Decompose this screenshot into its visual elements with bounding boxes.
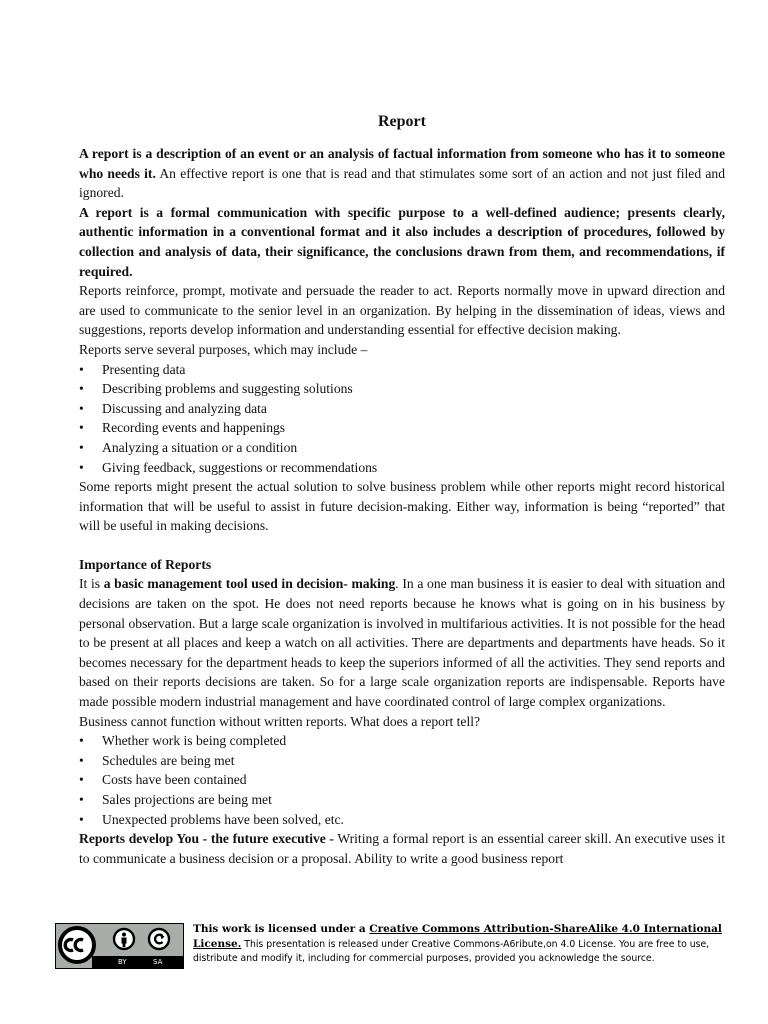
purposes-list bbox=[79, 360, 725, 478]
license-footer bbox=[55, 920, 735, 966]
bullet-icon: • bbox=[79, 420, 84, 436]
list-item: • Giving feedback, suggestions or recommendations bbox=[79, 458, 725, 478]
bullet-icon: • bbox=[79, 400, 84, 416]
decision-making-paragraph: Some reports might present the actual solution to solve business problem while other reports might record historical information that will be useful to assist in future decision-making. Either way, information is being “reported” that will be useful in making decisions. bbox=[79, 479, 725, 534]
definition-2-bold: A report is a formal communication with specific purpose to a well-defined audience; presents clearly, authentic information in a conventional format and it also includes a description of procedures, followed by collection and analysis of data, their significance, the conclusions drawn from them, and recommendations, if required. bbox=[79, 204, 725, 279]
definition-paragraph-2 bbox=[79, 203, 725, 281]
list-item: • Describing problems and suggesting solutions bbox=[79, 379, 725, 399]
document-body bbox=[79, 112, 725, 868]
reports-purpose-paragraph: Reports reinforce, prompt, motivate and persuade the reader to act. Reports normally move in upward direction and are used to communicate to the senior level in an organization. By helping in the dissemination of ideas, views and suggestions, reports develop information and understanding essential for effective decision making. bbox=[79, 283, 725, 338]
importance-paragraph: It is a basic management tool used in decision- making. In a one man business it is easier to deal with situation and decisions are taken on the spot. He does not need reports because he knows what is going on in his business by personal observation. But a large scale organization is involved in multifarious activities. It is not possible for the head to be present at all places and keep a watch on all activities. There are departments and departments have heads. So it becomes necessary for the department heads to keep the superiors informed of all the activities. They send reports and based on their reports decisions are taken. So for a large scale organization reports are indispensable. Reports have made possible modern industrial management and have coordinated control of large complex organizations. bbox=[79, 576, 726, 710]
cc-by-sa-badge[interactable] bbox=[55, 923, 184, 969]
bullet-icon: • bbox=[79, 361, 84, 377]
bullet-icon: • bbox=[79, 439, 84, 455]
license-lead: This work is licensed under a bbox=[193, 923, 370, 935]
badge-sa-label: SA bbox=[153, 958, 163, 966]
importance-bold: a basic management tool used in decision- making bbox=[103, 576, 396, 592]
report-tell-question: Business cannot function without written reports. What does a report tell? bbox=[79, 713, 481, 729]
page-title: Report bbox=[378, 113, 426, 130]
definition-paragraph-1 bbox=[79, 144, 725, 203]
cc-badge-labels bbox=[92, 956, 183, 968]
list-item: • Whether work is being completed bbox=[79, 731, 725, 751]
definition-1-bold: A report is a description of an event or an analysis of factual information from someone who has it to someone who needs it. bbox=[79, 146, 725, 181]
report-tells-list bbox=[79, 731, 725, 829]
bullet-icon: • bbox=[79, 752, 84, 768]
section-spacer bbox=[79, 536, 725, 555]
license-link[interactable]: Creative Commons Attribution-ShareAlike 4.0 International License. bbox=[193, 923, 722, 950]
share-alike-icon bbox=[149, 929, 169, 949]
bullet-icon: • bbox=[79, 792, 84, 807]
bullet-icon: • bbox=[79, 772, 84, 788]
list-item: • Recording events and happenings bbox=[79, 418, 725, 438]
list-item: • Presenting data bbox=[79, 360, 725, 380]
attribution-person-icon bbox=[114, 929, 134, 949]
executive-paragraph: Reports develop You - the future executive - Writing a formal report is an essential career skill. An executive uses it to communicate a business decision or a proposal. Ability to write a good business report bbox=[79, 831, 725, 866]
bullet-icon: • bbox=[79, 381, 84, 397]
bullet-icon: • bbox=[79, 733, 84, 749]
list-item: • Analyzing a situation or a condition bbox=[79, 438, 725, 458]
list-item: • Unexpected problems have been solved, etc. bbox=[79, 810, 725, 830]
list-item: • Discussing and analyzing data bbox=[79, 399, 725, 419]
purposes-intro: Reports serve several purposes, which may include – bbox=[79, 341, 368, 357]
importance-heading: Importance of Reports bbox=[79, 556, 212, 572]
bullet-icon: • bbox=[79, 811, 84, 827]
badge-by-label: BY bbox=[118, 958, 127, 966]
license-text bbox=[193, 922, 738, 966]
executive-bold: Reports develop You - the future executive - bbox=[79, 831, 334, 847]
creative-commons-icon bbox=[60, 928, 94, 962]
list-item: • Schedules are being met bbox=[79, 751, 725, 771]
bullet-icon: • bbox=[79, 459, 84, 475]
license-details: This presentation is released under Creative Commons-A6ribute,on 4.0 License. You are free to use, distribute and modify it, including for commercial purposes, provided you acknowledge the source. bbox=[193, 939, 710, 964]
definition-1-text: An effective report is one that is read and that stimulates some sort of an action and not just filed and ignored. bbox=[79, 165, 725, 201]
list-item: • Sales projections are being met bbox=[79, 790, 725, 810]
list-item: • Costs have been contained bbox=[79, 770, 725, 790]
